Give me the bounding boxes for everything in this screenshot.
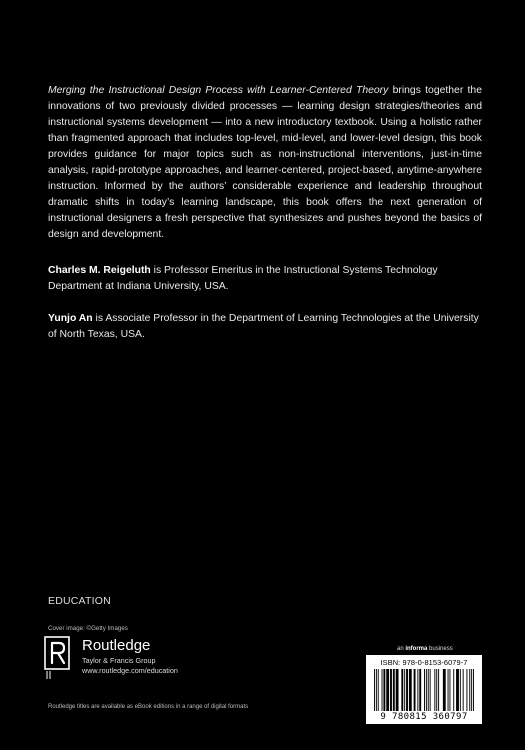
author-bio-2	[48, 311, 482, 343]
barcode-bar	[414, 669, 416, 711]
author-bio-1	[48, 263, 482, 295]
barcode-bar	[409, 669, 412, 711]
barcode-bar	[401, 669, 403, 711]
barcode-bar	[382, 669, 383, 711]
barcode-bar	[426, 669, 427, 711]
author-bio-text-1: is Professor Emeritus in the Instructional Systems Technology Department at Indiana University, USA.	[48, 265, 438, 292]
barcode-bar	[443, 669, 446, 711]
isbn-number: ISBN: 978-0-8153-6079-7	[380, 658, 468, 667]
informa-brand: informa	[405, 646, 428, 652]
barcode-bar	[448, 669, 449, 711]
barcode-bar	[428, 669, 429, 711]
barcode-bar	[383, 669, 385, 711]
cover-credit: Cover image: ©Getty Images	[48, 625, 128, 632]
barcode-bar	[374, 669, 375, 711]
barcode-digits: 9 780815 360797	[380, 712, 468, 722]
barcode-bar	[430, 669, 431, 711]
barcode-bar	[463, 669, 464, 711]
barcode-bar	[393, 669, 395, 711]
barcode-bar	[417, 669, 418, 711]
subject-category: EDUCATION	[48, 595, 111, 607]
barcode-bar	[466, 669, 467, 711]
publisher-group: Taylor & Francis Group	[82, 656, 156, 665]
informa-suffix: business	[427, 646, 453, 652]
book-description	[48, 83, 482, 243]
barcode-bar	[396, 669, 399, 711]
barcode-bar	[436, 669, 437, 711]
barcode-bar	[449, 669, 450, 711]
author-name-2: Yunjo An	[48, 313, 93, 324]
barcode-bar	[460, 669, 461, 711]
barcode-bar	[471, 669, 472, 711]
barcode-bar	[456, 669, 459, 711]
routledge-r-logo-icon	[44, 636, 74, 680]
barcode-bar	[378, 669, 379, 711]
publisher-block	[44, 636, 264, 686]
barcode-bar	[406, 669, 408, 711]
barcode-bar	[390, 669, 392, 711]
author-name-1: Charles M. Reigeluth	[48, 265, 151, 276]
publisher-name: Routledge	[82, 637, 151, 654]
barcode-bar	[453, 669, 454, 711]
barcode-bar	[473, 669, 474, 711]
informa-prefix: an	[397, 646, 406, 652]
isbn-barcode	[366, 655, 482, 724]
barcode-bar	[376, 669, 377, 711]
barcode-bar	[469, 669, 470, 711]
barcode-bar	[386, 669, 389, 711]
barcode-bar	[434, 669, 435, 711]
barcode-bar	[438, 669, 439, 711]
description-text: brings together the innovations of two previously divided processes — learning design strategies/theories and instructional systems development — into a new introductory textbook. Using a holistic rather than fragmented approach that includes top-level, mid-level, and lower-level design, this book provides guidance for major topics such as non-instructional interventions, just-in-time analysis, rapid-prototype approaches, and learner-centered, project-based, anytime-anywhere instruction. Informed by the authors’ considerable experience and leadership throughout dramatic shifts in today’s learning landscape, this book offers the next generation of instructional designers a fresh perspective that synthesizes and pushes beyond the basics of design and development.	[48, 85, 482, 240]
barcode-bar	[404, 669, 405, 711]
barcode-bar	[424, 669, 425, 711]
barcode-bar	[419, 669, 421, 711]
ebook-note: Routledge titles are available as eBook editions in a range of digital formats	[48, 704, 249, 710]
informa-business-label	[397, 646, 453, 652]
author-bio-text-2: is Associate Professor in the Department of Learning Technologies at the University of North Texas, USA.	[48, 313, 479, 340]
publisher-url[interactable]: www.routledge.com/education	[82, 666, 178, 675]
barcode-bars	[374, 669, 474, 713]
book-title-italic: Merging the Instructional Design Process with Learner-Centered Theory	[48, 85, 389, 96]
